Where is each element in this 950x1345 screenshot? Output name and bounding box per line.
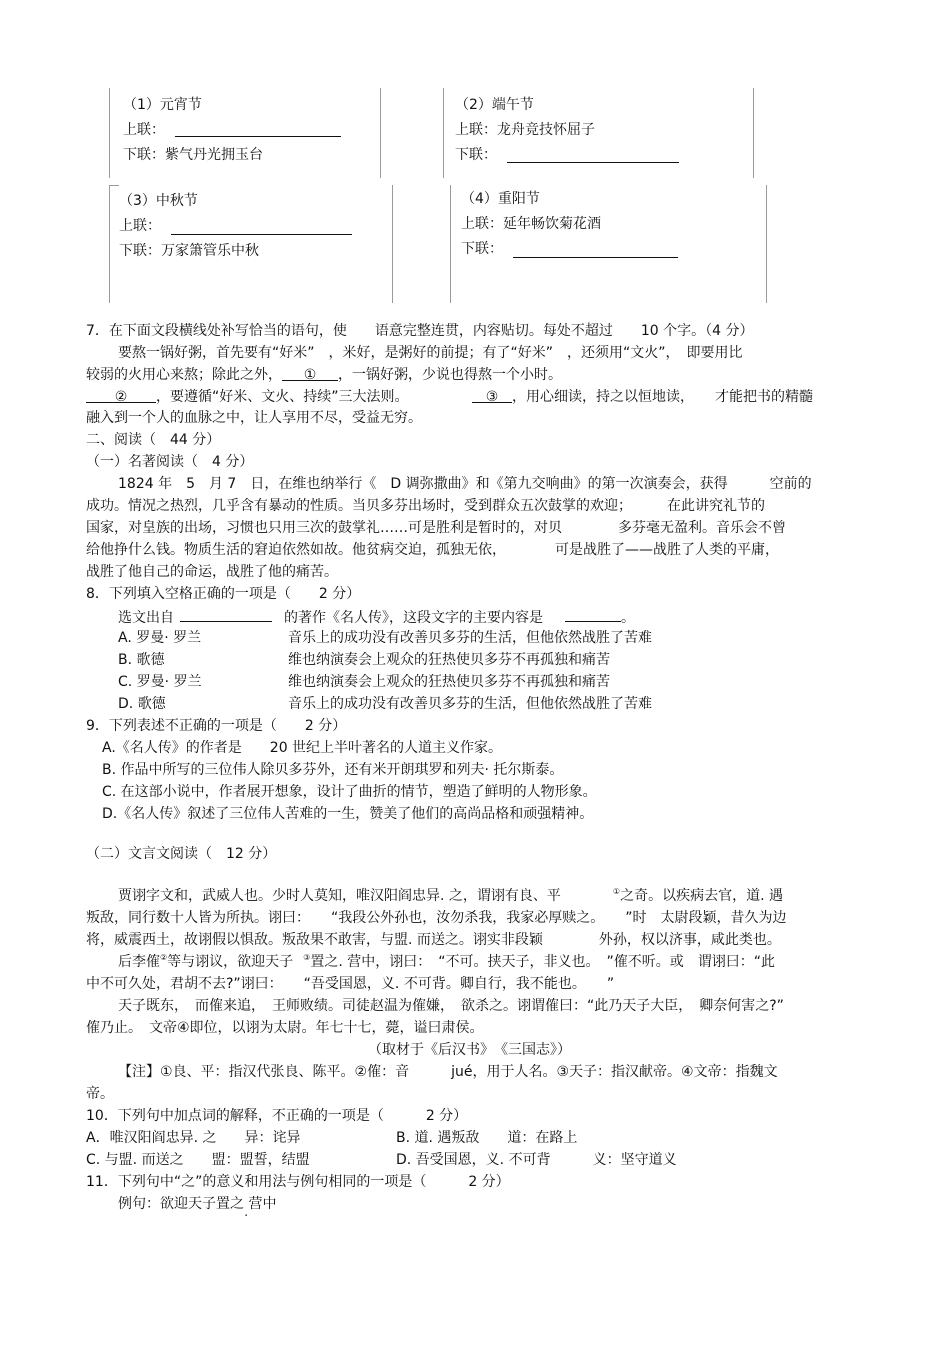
blank-marker: ③	[485, 389, 499, 405]
q7-line3-tail: ，用心细读，持之以恒地读， 才能把书的精髓	[512, 389, 813, 405]
q7-line1: 要熬一锅好粥，首先要有“好米” ，米好，是粥好的前提；有了“好米” ，还须用“文火”， 即要用比	[118, 345, 743, 361]
subsection-heading: （二）文言文阅读（ 12 分）	[86, 846, 277, 862]
answer-blank[interactable]	[513, 257, 678, 258]
q9-option[interactable]: C. 在这部小说中，作者展开想象，设计了曲折的情节，塑造了鲜明的人物形象。	[102, 784, 597, 800]
passage1-line: 1824 年 5 月 7 日，在维也纳举行《 D 调弥撒曲》和《第九交响曲》的第一次演奏会，获得 空前的	[118, 476, 812, 492]
q10-stem: 10．下列句中加点词的解释，不正确的一项是（ 2 分）	[86, 1108, 468, 1124]
couplet-down-text: 万家箫管乐中秋	[161, 243, 259, 259]
q9-option[interactable]: A.《名人传》的作者是 20 世纪上半叶著名的人道主义作家。	[102, 740, 503, 756]
passage1-line: 国家，对皇族的出场，习惯也只用三次的鼓掌礼……可是胜利是暂时的，对贝 多芬毫无盈利。音乐会不曾	[86, 520, 786, 536]
option-label: D. 歌德	[118, 696, 166, 712]
answer-blank[interactable]	[507, 162, 679, 163]
q10-option[interactable]: C. 与盟. 而送之 盟：盟誓，结盟	[86, 1152, 310, 1168]
passage2-line: 后李傕②等与诩议，欲迎天子 ③置之. 营中，诩曰： “不可。挟天子，非义也。 ”傕不听。或 谓诩曰：“此	[118, 953, 776, 970]
answer-blank[interactable]	[171, 234, 352, 235]
blank-3[interactable]	[472, 388, 512, 403]
couplet-down-label: 下联：	[123, 147, 165, 163]
section-heading: 二、阅读（ 44 分）	[86, 432, 221, 448]
couplet-heading: （1）元宵节	[123, 97, 202, 113]
passage2-line: 贾诩字文和，武威人也。少时人莫知，唯汉阳阎忠异. 之，谓诩有良、平 ①之奇。以疾病去官，道. 遇	[118, 887, 783, 904]
q8-text: 。	[621, 610, 635, 626]
q11-example: 例句：欲迎天子置之 . 营中	[118, 1195, 276, 1213]
option-content: 维也纳演奏会上观众的狂热使贝多芬不再孤独和痛苦	[288, 652, 610, 668]
q7-line4: 融入到一个人的血脉之中，让人享用不尽，受益无穷。	[86, 410, 422, 426]
couplet-down-label: 下联：	[119, 243, 161, 259]
q9-stem: 9．下列表述不正确的一项是（ 2 分）	[86, 718, 347, 734]
passage2-line: 天子既东， 而傕来追， 王师败绩。司徒赵温为傕嫌， 欲杀之。诩谓傕曰：“此乃天子大臣， 卿奈何害之?”	[118, 998, 784, 1014]
couplet-up-line	[455, 121, 595, 139]
box-border	[109, 88, 110, 178]
q7-line3-text: ，要遵循“好米、文火、持续”三大法则。	[156, 389, 409, 405]
couplet-down-text: 紫气丹光拥玉台	[165, 147, 263, 163]
box-border	[443, 88, 444, 178]
option-label: B. 歌德	[118, 652, 165, 668]
box-border	[753, 88, 754, 178]
blank-2[interactable]	[86, 388, 156, 403]
option-label: C. 罗曼· 罗兰	[118, 674, 202, 690]
couplet-down-label: 下联：	[455, 147, 497, 163]
couplet-up-text: 龙舟竞技怀屈子	[497, 122, 595, 138]
box-border	[380, 88, 381, 178]
couplet-up-label: 上联：	[119, 218, 161, 234]
footnote: 【注】①良、平：指汉代张良、陈平。②傕：音 jué，用于人名。③天子：指汉献帝。④文帝：指魏文	[118, 1064, 778, 1080]
couplet-up-label: 上联：	[455, 122, 497, 138]
answer-blank[interactable]	[565, 607, 621, 622]
q11-stem: 11．下列句中“之”的意义和用法与例句相同的一项是（ 2 分）	[86, 1174, 510, 1190]
q7-line3	[86, 388, 409, 406]
answer-blank[interactable]	[180, 607, 272, 622]
box-border	[392, 185, 393, 303]
q10-option[interactable]: D. 吾受国恩，义. 不可背 义：坚守道义	[396, 1152, 677, 1168]
q7-line3-right	[472, 388, 813, 406]
option-label: A. 罗曼· 罗兰	[118, 630, 202, 646]
couplet-heading: （3）中秋节	[119, 193, 198, 209]
q8-text: 选文出自	[118, 610, 174, 626]
passage2-line: 中不可久处，君胡不去?”诩曰： “吾受国恩，义. 不可背。卿自行，我不能也。 ”	[86, 976, 615, 992]
q10-option[interactable]: B. 道. 遇叛敌 道：在路上	[396, 1130, 578, 1146]
box-border	[109, 185, 119, 186]
couplet-down-line	[123, 146, 263, 164]
box-border	[450, 185, 451, 303]
couplet-heading: （4）重阳节	[461, 191, 540, 207]
footnote: 帝。	[86, 1086, 114, 1102]
answer-blank[interactable]	[175, 136, 341, 137]
q7-line2-tail: ，一锅好粥，少说也得熬一个小时。	[338, 367, 562, 383]
couplet-up-line	[461, 215, 601, 233]
q7-stem: 7．在下面文段横线处补写恰当的语句，使 语意完整连贯，内容贴切。每处不超过 10 个字。（4 分）	[86, 323, 754, 339]
q8-fill-line	[118, 607, 635, 627]
couplet-down-line	[119, 242, 259, 260]
q8-text: 的著作《名人传》，这段文字的主要内容是	[284, 610, 543, 626]
q9-option[interactable]: B. 作品中所写的三位伟人除贝多芬外，还有米开朗琪罗和列夫· 托尔斯泰。	[102, 762, 564, 778]
option-content: 维也纳演奏会上观众的狂热使贝多芬不再孤独和痛苦	[288, 674, 610, 690]
blank-marker: ①	[303, 367, 317, 383]
passage1-line: 成功。情况之热烈，几乎含有暴动的性质。当贝多芬出场时，受到群众五次鼓掌的欢迎； 在此讲究礼节的	[86, 498, 765, 514]
subsection-heading: （一）名著阅读（ 4 分）	[86, 454, 254, 470]
q9-option[interactable]: D.《名人传》叙述了三位伟人苦难的一生，赞美了他们的高尚品格和顽强精神。	[102, 806, 594, 822]
couplet-down-label: 下联：	[461, 241, 503, 257]
passage1-line: 战胜了他自己的命运，战胜了他的痛苦。	[86, 564, 338, 580]
box-border	[766, 185, 767, 303]
q10-option[interactable]: A．唯汉阳阎忠异. 之 异：诧异	[86, 1130, 301, 1146]
box-border	[109, 185, 110, 303]
couplet-up-text: 延年畅饮菊花酒	[503, 216, 601, 232]
couplet-up-label: 上联：	[123, 122, 165, 138]
couplet-heading: （2）端午节	[455, 97, 534, 113]
option-content: 音乐上的成功没有改善贝多芬的生活，但他依然战胜了苦难	[288, 696, 652, 712]
blank-1[interactable]	[282, 366, 338, 381]
passage2-line: 傕乃止。 文帝④即位，以诩为太尉。年七十七，薨，谥曰肃侯。	[86, 1020, 484, 1036]
q7-line2	[86, 366, 562, 384]
passage1-line: 给他挣什么钱。物质生活的窘迫依然如故。他贫病交迫，孤独无依， 可是战胜了——战胜了人类的平庸，	[86, 542, 779, 558]
q7-line2-text: 较弱的火用心来熬；除此之外，	[86, 367, 282, 383]
blank-marker: ②	[114, 389, 128, 405]
source-citation: （取材于《后汉书》 《三国志》）	[368, 1042, 571, 1058]
option-content: 音乐上的成功没有改善贝多芬的生活，但他依然战胜了苦难	[288, 630, 652, 646]
couplet-up-label: 上联：	[461, 216, 503, 232]
q8-stem: 8．下列填入空格正确的一项是（ 2 分）	[86, 586, 361, 602]
passage2-line: 将，威震西土，故诩假以惧敌。叛敌果不敢害，与盟. 而送之。诩实非段颖 外孙，权以济事，咸此类也。	[86, 932, 781, 948]
passage2-line: 叛敌，同行数十人皆为所执。诩曰： “我段公外孙也，汝勿杀我，我家必厚赎之。 ”时 太尉段颖，昔久为边	[86, 910, 787, 926]
